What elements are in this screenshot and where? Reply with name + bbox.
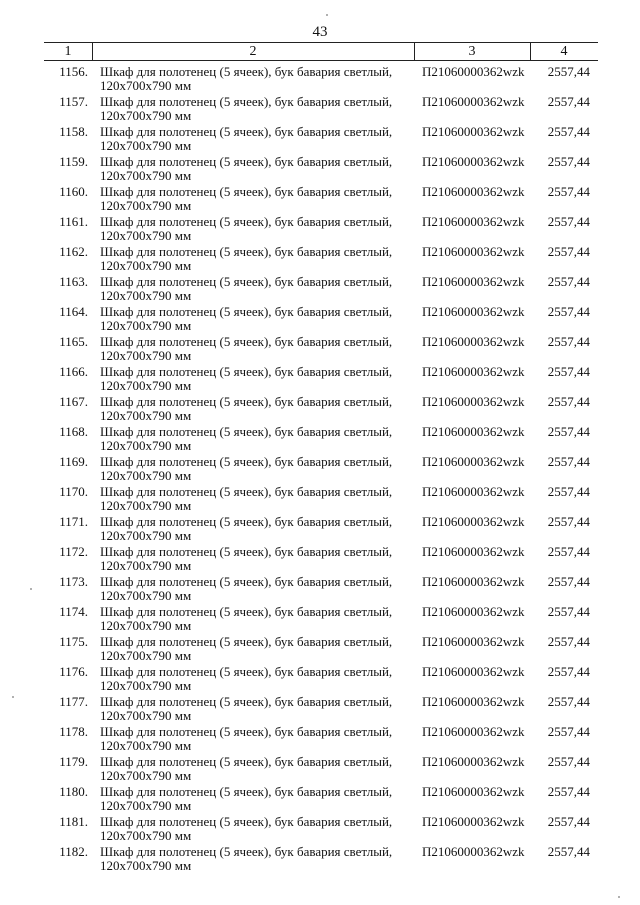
row-number: 1178.: [59, 724, 88, 739]
table-body: [0, 64, 640, 874]
scan-speck: [326, 14, 328, 16]
description-line-1: Шкаф для полотенец (5 ячеек), бук бавария светлый,: [100, 154, 393, 169]
item-description: [100, 65, 410, 93]
table-row: [0, 844, 640, 874]
table-row: [0, 634, 640, 664]
row-number: 1169.: [59, 454, 88, 469]
item-code: П21060000362wzk: [422, 844, 525, 859]
item-description: [100, 785, 410, 813]
table-row: [0, 664, 640, 694]
item-description: [100, 305, 410, 333]
row-number: 1163.: [59, 274, 88, 289]
item-price: 2557,44: [547, 304, 590, 319]
column-header-2: 2: [249, 44, 257, 59]
item-code: П21060000362wzk: [422, 424, 525, 439]
item-price: 2557,44: [547, 394, 590, 409]
table-row: [0, 64, 640, 94]
item-description: [100, 155, 410, 183]
item-code: П21060000362wzk: [422, 64, 525, 79]
scan-speck: [12, 696, 14, 698]
description-line-2: 120х700х790 мм: [100, 198, 192, 213]
item-price: 2557,44: [547, 214, 590, 229]
table-row: [0, 184, 640, 214]
table-row: [0, 484, 640, 514]
item-code: П21060000362wzk: [422, 784, 525, 799]
description-line-2: 120х700х790 мм: [100, 738, 192, 753]
table-row: [0, 94, 640, 124]
item-code: П21060000362wzk: [422, 274, 525, 289]
item-description: [100, 275, 410, 303]
row-number: 1166.: [59, 364, 88, 379]
table-row: [0, 304, 640, 334]
column-header-4: 4: [560, 44, 568, 59]
item-code: П21060000362wzk: [422, 334, 525, 349]
table-row: [0, 124, 640, 154]
item-code: П21060000362wzk: [422, 514, 525, 529]
item-price: 2557,44: [547, 484, 590, 499]
item-price: 2557,44: [547, 634, 590, 649]
item-description: [100, 185, 410, 213]
item-price: 2557,44: [547, 784, 590, 799]
description-line-1: Шкаф для полотенец (5 ячеек), бук бавария светлый,: [100, 274, 393, 289]
description-line-2: 120х700х790 мм: [100, 258, 192, 273]
description-line-2: 120х700х790 мм: [100, 528, 192, 543]
description-line-1: Шкаф для полотенец (5 ячеек), бук бавария светлый,: [100, 64, 393, 79]
item-description: [100, 575, 410, 603]
row-number: 1176.: [59, 664, 88, 679]
description-line-2: 120х700х790 мм: [100, 318, 192, 333]
item-code: П21060000362wzk: [422, 634, 525, 649]
description-line-1: Шкаф для полотенец (5 ячеек), бук бавария светлый,: [100, 454, 393, 469]
table-row: [0, 694, 640, 724]
item-description: [100, 845, 410, 873]
item-code: П21060000362wzk: [422, 184, 525, 199]
scan-speck: [618, 896, 620, 898]
scan-speck: [30, 588, 32, 590]
description-line-1: Шкаф для полотенец (5 ячеек), бук бавария светлый,: [100, 814, 393, 829]
row-number: 1157.: [59, 94, 88, 109]
row-number: 1181.: [59, 814, 88, 829]
item-price: 2557,44: [547, 574, 590, 589]
row-number: 1156.: [59, 64, 88, 79]
description-line-2: 120х700х790 мм: [100, 618, 192, 633]
item-description: [100, 395, 410, 423]
description-line-1: Шкаф для полотенец (5 ячеек), бук бавария светлый,: [100, 214, 393, 229]
item-description: [100, 215, 410, 243]
item-price: 2557,44: [547, 124, 590, 139]
description-line-1: Шкаф для полотенец (5 ячеек), бук бавария светлый,: [100, 634, 393, 649]
item-description: [100, 815, 410, 843]
description-line-2: 120х700х790 мм: [100, 798, 192, 813]
item-price: 2557,44: [547, 454, 590, 469]
description-line-2: 120х700х790 мм: [100, 708, 192, 723]
table-row: [0, 544, 640, 574]
description-line-1: Шкаф для полотенец (5 ячеек), бук бавария светлый,: [100, 574, 393, 589]
row-number: 1182.: [59, 844, 88, 859]
description-line-2: 120х700х790 мм: [100, 348, 192, 363]
item-description: [100, 335, 410, 363]
description-line-1: Шкаф для полотенец (5 ячеек), бук бавария светлый,: [100, 664, 393, 679]
item-code: П21060000362wzk: [422, 754, 525, 769]
table-row: [0, 574, 640, 604]
item-description: [100, 665, 410, 693]
description-line-2: 120х700х790 мм: [100, 588, 192, 603]
table-row: [0, 514, 640, 544]
item-code: П21060000362wzk: [422, 694, 525, 709]
description-line-1: Шкаф для полотенец (5 ячеек), бук бавария светлый,: [100, 544, 393, 559]
row-number: 1180.: [59, 784, 88, 799]
description-line-2: 120х700х790 мм: [100, 468, 192, 483]
row-number: 1161.: [59, 214, 88, 229]
row-number: 1159.: [59, 154, 88, 169]
table-row: [0, 724, 640, 754]
description-line-1: Шкаф для полотенец (5 ячеек), бук бавария светлый,: [100, 304, 393, 319]
item-code: П21060000362wzk: [422, 244, 525, 259]
row-number: 1177.: [59, 694, 88, 709]
item-price: 2557,44: [547, 274, 590, 289]
item-code: П21060000362wzk: [422, 814, 525, 829]
item-price: 2557,44: [547, 184, 590, 199]
description-line-1: Шкаф для полотенец (5 ячеек), бук бавария светлый,: [100, 784, 393, 799]
item-code: П21060000362wzk: [422, 544, 525, 559]
item-code: П21060000362wzk: [422, 364, 525, 379]
item-code: П21060000362wzk: [422, 94, 525, 109]
item-price: 2557,44: [547, 364, 590, 379]
row-number: 1160.: [59, 184, 88, 199]
row-number: 1164.: [59, 304, 88, 319]
description-line-2: 120х700х790 мм: [100, 168, 192, 183]
description-line-2: 120х700х790 мм: [100, 138, 192, 153]
row-number: 1171.: [59, 514, 88, 529]
row-number: 1165.: [59, 334, 88, 349]
description-line-1: Шкаф для полотенец (5 ячеек), бук бавария светлый,: [100, 334, 393, 349]
description-line-2: 120х700х790 мм: [100, 108, 192, 123]
item-code: П21060000362wzk: [422, 454, 525, 469]
description-line-2: 120х700х790 мм: [100, 498, 192, 513]
description-line-1: Шкаф для полотенец (5 ячеек), бук бавария светлый,: [100, 124, 393, 139]
item-description: [100, 245, 410, 273]
item-price: 2557,44: [547, 814, 590, 829]
item-description: [100, 635, 410, 663]
item-price: 2557,44: [547, 694, 590, 709]
column-header-3: 3: [468, 44, 476, 59]
item-description: [100, 515, 410, 543]
item-description: [100, 695, 410, 723]
table-row: [0, 604, 640, 634]
description-line-1: Шкаф для полотенец (5 ячеек), бук бавария светлый,: [100, 394, 393, 409]
row-number: 1158.: [59, 124, 88, 139]
description-line-1: Шкаф для полотенец (5 ячеек), бук бавария светлый,: [100, 694, 393, 709]
row-number: 1167.: [59, 394, 88, 409]
item-price: 2557,44: [547, 604, 590, 619]
description-line-1: Шкаф для полотенец (5 ячеек), бук бавария светлый,: [100, 484, 393, 499]
item-price: 2557,44: [547, 514, 590, 529]
table-row: [0, 214, 640, 244]
table-row: [0, 814, 640, 844]
item-code: П21060000362wzk: [422, 664, 525, 679]
description-line-2: 120х700х790 мм: [100, 378, 192, 393]
row-number: 1174.: [59, 604, 88, 619]
description-line-1: Шкаф для полотенец (5 ячеек), бук бавария светлый,: [100, 844, 393, 859]
item-description: [100, 125, 410, 153]
description-line-1: Шкаф для полотенец (5 ячеек), бук бавария светлый,: [100, 364, 393, 379]
item-code: П21060000362wzk: [422, 604, 525, 619]
description-line-1: Шкаф для полотенец (5 ячеек), бук бавария светлый,: [100, 514, 393, 529]
row-number: 1179.: [59, 754, 88, 769]
row-number: 1162.: [59, 244, 88, 259]
table-row: [0, 394, 640, 424]
table-row: [0, 424, 640, 454]
description-line-2: 120х700х790 мм: [100, 678, 192, 693]
item-description: [100, 95, 410, 123]
item-price: 2557,44: [547, 244, 590, 259]
item-code: П21060000362wzk: [422, 394, 525, 409]
item-price: 2557,44: [547, 754, 590, 769]
item-price: 2557,44: [547, 844, 590, 859]
table-row: [0, 244, 640, 274]
description-line-1: Шкаф для полотенец (5 ячеек), бук бавария светлый,: [100, 754, 393, 769]
item-price: 2557,44: [547, 94, 590, 109]
item-description: [100, 725, 410, 753]
item-price: 2557,44: [547, 544, 590, 559]
table-row: [0, 154, 640, 184]
table-row: [0, 754, 640, 784]
page-number: 43: [312, 24, 328, 40]
row-number: 1175.: [59, 634, 88, 649]
table-row: [0, 334, 640, 364]
table-header: [44, 42, 598, 61]
table-row: [0, 454, 640, 484]
item-code: П21060000362wzk: [422, 154, 525, 169]
row-number: 1173.: [59, 574, 88, 589]
row-number: 1170.: [59, 484, 88, 499]
description-line-2: 120х700х790 мм: [100, 228, 192, 243]
description-line-1: Шкаф для полотенец (5 ячеек), бук бавария светлый,: [100, 604, 393, 619]
description-line-2: 120х700х790 мм: [100, 78, 192, 93]
item-price: 2557,44: [547, 724, 590, 739]
item-description: [100, 545, 410, 573]
item-code: П21060000362wzk: [422, 214, 525, 229]
item-code: П21060000362wzk: [422, 724, 525, 739]
item-description: [100, 455, 410, 483]
item-description: [100, 485, 410, 513]
description-line-2: 120х700х790 мм: [100, 288, 192, 303]
table-row: [0, 364, 640, 394]
item-description: [100, 425, 410, 453]
item-price: 2557,44: [547, 334, 590, 349]
description-line-1: Шкаф для полотенец (5 ячеек), бук бавария светлый,: [100, 424, 393, 439]
description-line-2: 120х700х790 мм: [100, 828, 192, 843]
description-line-2: 120х700х790 мм: [100, 408, 192, 423]
table-row: [0, 274, 640, 304]
description-line-1: Шкаф для полотенец (5 ячеек), бук бавария светлый,: [100, 244, 393, 259]
description-line-1: Шкаф для полотенец (5 ячеек), бук бавария светлый,: [100, 184, 393, 199]
item-price: 2557,44: [547, 424, 590, 439]
description-line-1: Шкаф для полотенец (5 ячеек), бук бавария светлый,: [100, 94, 393, 109]
item-description: [100, 365, 410, 393]
description-line-2: 120х700х790 мм: [100, 648, 192, 663]
column-header-1: 1: [64, 44, 72, 59]
table-row: [0, 784, 640, 814]
description-line-1: Шкаф для полотенец (5 ячеек), бук бавария светлый,: [100, 724, 393, 739]
item-price: 2557,44: [547, 664, 590, 679]
description-line-2: 120х700х790 мм: [100, 558, 192, 573]
item-description: [100, 755, 410, 783]
item-code: П21060000362wzk: [422, 124, 525, 139]
item-price: 2557,44: [547, 64, 590, 79]
row-number: 1172.: [59, 544, 88, 559]
description-line-2: 120х700х790 мм: [100, 768, 192, 783]
item-code: П21060000362wzk: [422, 574, 525, 589]
item-code: П21060000362wzk: [422, 304, 525, 319]
row-number: 1168.: [59, 424, 88, 439]
item-description: [100, 605, 410, 633]
description-line-2: 120х700х790 мм: [100, 438, 192, 453]
item-price: 2557,44: [547, 154, 590, 169]
item-code: П21060000362wzk: [422, 484, 525, 499]
description-line-2: 120х700х790 мм: [100, 858, 192, 873]
